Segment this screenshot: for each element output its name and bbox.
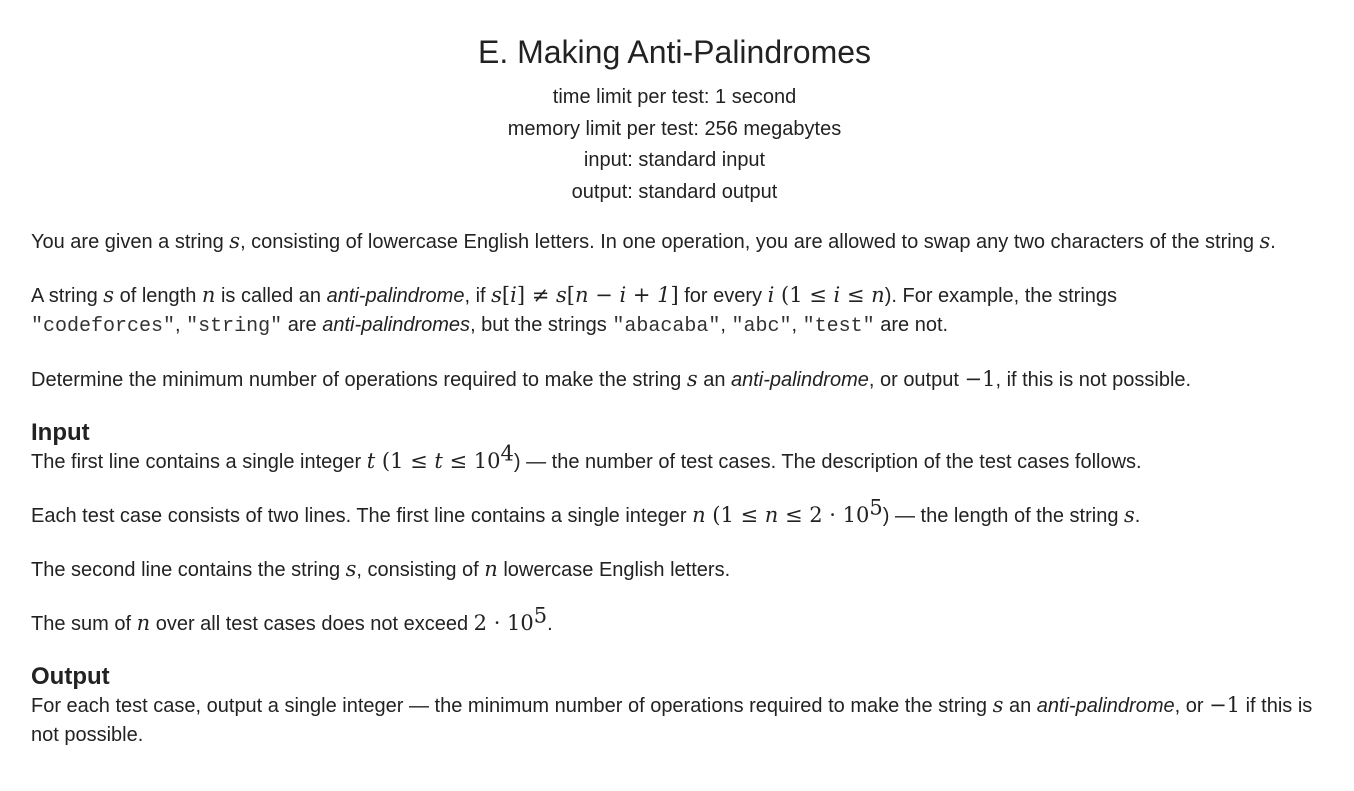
text: for every: [678, 285, 768, 307]
text: The first line contains a single integer: [31, 451, 367, 473]
text: ,: [175, 314, 187, 336]
math-symbol: ]: [670, 283, 679, 307]
output-section: [31, 663, 1318, 750]
input-paragraph-1: [31, 441, 1318, 477]
math-symbol: ≤: [840, 283, 872, 307]
math-var: s: [992, 693, 1004, 717]
math-var: t: [366, 449, 376, 473]
problem-header: [31, 0, 1318, 208]
math-symbol: 1 ≤: [390, 449, 435, 473]
math-var: s: [491, 283, 502, 307]
text: .: [547, 613, 553, 635]
math-symbol: [: [566, 283, 575, 307]
math-symbol: 1 ≤: [720, 503, 765, 527]
math-number: ≤ 10: [442, 449, 501, 473]
text: is called an: [215, 285, 327, 307]
legend-paragraph-1: [31, 227, 1318, 257]
math-var: s: [1124, 503, 1135, 527]
input-paragraph-2: [31, 495, 1318, 531]
text: are: [282, 314, 323, 336]
math-var: s: [1259, 229, 1271, 253]
math-number: −1: [964, 367, 996, 391]
math-exponent: 4: [500, 441, 514, 466]
math-var: n: [871, 283, 885, 307]
text: A string: [31, 285, 104, 307]
math-var: n: [484, 557, 498, 581]
math-var: t: [434, 449, 443, 473]
text: ) — the length of the string: [882, 505, 1125, 527]
input-paragraph-4: [31, 603, 1318, 639]
text: an: [1003, 695, 1037, 717]
text: , consisting of: [356, 559, 485, 581]
input-file: input: standard input: [583, 149, 766, 171]
math-symbol: ≠: [525, 283, 556, 307]
text: The second line contains the string: [31, 559, 346, 581]
output-file: output: standard output: [571, 180, 778, 203]
text: are not.: [874, 314, 949, 336]
math-var: s: [555, 283, 567, 307]
text: Determine the minimum number of operations required to make the string: [31, 369, 687, 391]
math-symbol: (: [705, 503, 721, 527]
emphasis: anti-palindrome: [731, 369, 869, 391]
text: , if this is not possible.: [995, 369, 1192, 391]
memory-limit: memory limit per test: 256 megabytes: [507, 117, 842, 140]
math-var: s: [686, 367, 698, 391]
time-limit: time limit per test: 1 second: [552, 86, 797, 108]
text: You are given a string: [31, 231, 230, 253]
code-example: "abacaba": [612, 315, 721, 338]
math-number: ≤ 2 · 10: [778, 503, 870, 527]
output-title: Output: [31, 663, 110, 690]
text: of length: [114, 285, 202, 307]
math-var: n: [764, 503, 779, 527]
text: ,: [791, 314, 803, 336]
output-paragraph-1: [31, 691, 1318, 750]
problem-title: E. Making Anti-Palindromes: [477, 34, 872, 70]
text: if this is not possible.: [31, 695, 1313, 746]
text: lowercase English letters.: [497, 559, 731, 581]
math-number: −1: [1209, 693, 1241, 717]
math-symbol: [: [501, 283, 511, 307]
input-title: Input: [31, 419, 90, 446]
text: , if: [464, 285, 492, 307]
legend-paragraph-2: [31, 281, 1318, 341]
legend-paragraph-3: [31, 365, 1318, 395]
text: , consisting of lowercase English letters. In one operation, you are allowed to swap any two characters of the string: [240, 231, 1260, 253]
math-var: n: [136, 611, 151, 635]
math-symbol: (: [774, 283, 790, 307]
code-example: "string": [186, 315, 283, 338]
code-example: "abc": [731, 315, 792, 338]
math-symbol: ]: [516, 283, 526, 307]
text: , or: [1174, 695, 1210, 717]
text: For each test case, output a single integer — the minimum number of operations required to make the string: [31, 695, 993, 717]
math-var: s: [103, 283, 115, 307]
math-exponent: 5: [533, 603, 548, 628]
text: , but the strings: [470, 314, 613, 336]
math-var: n: [692, 503, 706, 527]
math-expression: n − i + 1: [574, 283, 671, 307]
emphasis: anti-palindrome: [1036, 695, 1175, 717]
text: ,: [720, 314, 732, 336]
text: Each test case consists of two lines. The first line contains a single integer: [31, 505, 693, 527]
text: ) — the number of test cases. The description of the test cases follows.: [513, 451, 1142, 473]
math-symbol: (: [375, 449, 391, 473]
math-var: n: [201, 283, 216, 307]
math-var: i: [767, 283, 775, 307]
text: ). For example, the strings: [884, 285, 1118, 307]
math-number: 2 · 10: [473, 611, 534, 635]
math-var: s: [229, 229, 241, 253]
math-symbol: 1 ≤: [789, 283, 834, 307]
text: .: [1270, 231, 1276, 253]
text: over all test cases does not exceed: [150, 613, 474, 635]
text: an: [697, 369, 731, 391]
emphasis: anti-palindrome: [326, 285, 465, 307]
math-exponent: 5: [869, 495, 883, 520]
text: .: [1134, 505, 1141, 527]
text: , or output: [868, 369, 965, 391]
input-section: [31, 419, 1318, 639]
emphasis: anti-palindromes: [322, 314, 471, 336]
input-paragraph-3: [31, 555, 1318, 585]
code-example: "test": [802, 315, 875, 338]
math-var: i: [833, 283, 841, 307]
code-example: "codeforces": [31, 315, 176, 338]
problem-legend: [31, 227, 1318, 395]
text: The sum of: [31, 613, 137, 635]
math-var: s: [345, 557, 357, 581]
math-var: i: [510, 283, 517, 307]
